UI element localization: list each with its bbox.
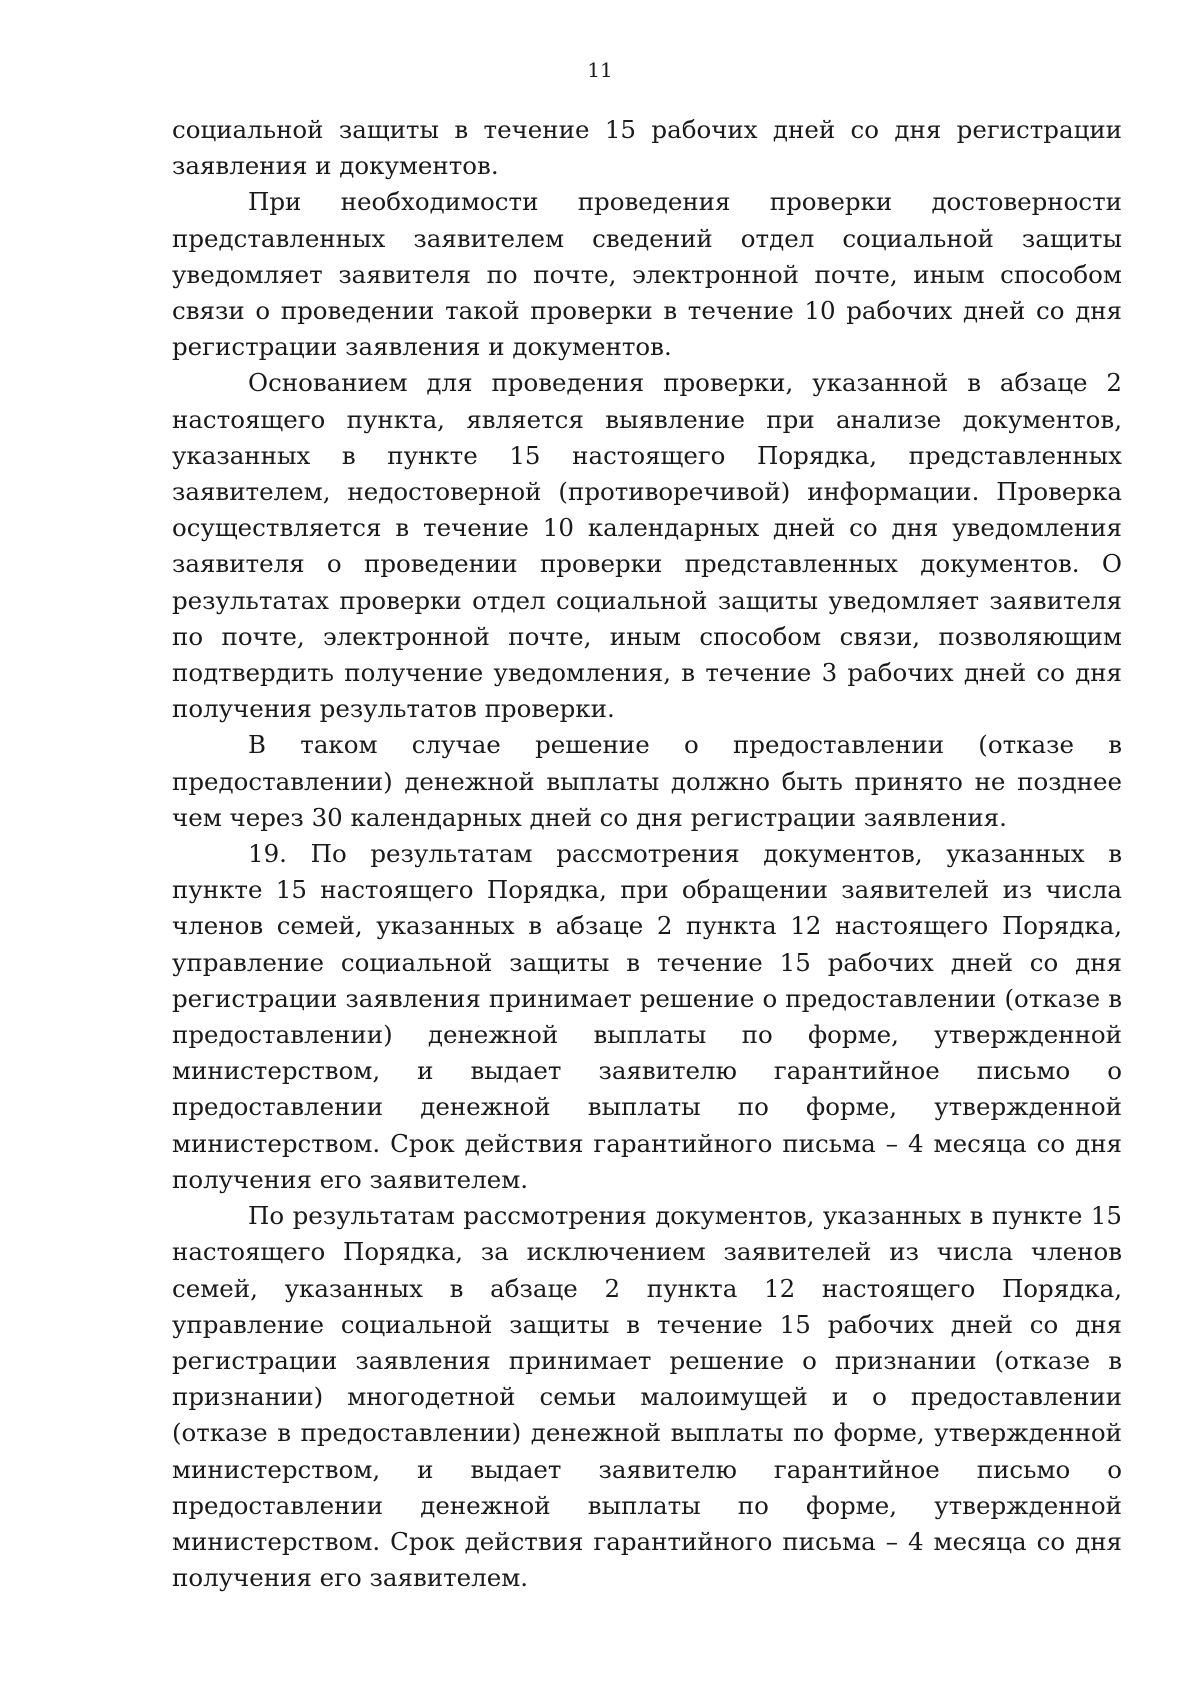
paragraph-continuation: социальной защиты в течение 15 рабочих дней со дня регистрации заявления и документов. — [172, 115, 1122, 181]
page-number: 11 — [587, 58, 613, 82]
paragraph-verification-grounds: Основанием для проведения проверки, указанной в абзаце 2 настоящего пункта, является выявление при анализе документов, указанных в пункте 15 настоящего Порядка, представленных заявителем, недостоверной (противоречивой) информации. Проверка осуществляется в течение 10 календарных дней со дня уведомления заявителя о проведении проверки представленных документов. О результатах проверки отдел социальной защиты уведомляет заявителя по почте, электронной почте, иным способом связи, позволяющим подтвердить получение уведомления, в течение 3 рабочих дней со дня получения результатов проверки. — [172, 368, 1122, 724]
document-body — [172, 112, 1122, 1596]
paragraph-item-19: 19. По результатам рассмотрения документов, указанных в пункте 15 настоящего Порядка, при обращении заявителей из числа членов семей, указанных в абзаце 2 пункта 12 настоящего Порядка, управление социальной защиты в течение 15 рабочих дней со дня регистрации заявления принимает решение о предоставлении (отказе в предоставлении) денежной выплаты по форме, утвержденной министерством, и выдает заявителю гарантийное письмо о предоставлении денежной выплаты по форме, утвержденной министерством. Срок действия гарантийного письма – 4 месяца со дня получения его заявителем. — [172, 839, 1122, 1194]
paragraph-item-19-other-applicants: По результатам рассмотрения документов, указанных в пункте 15 настоящего Порядка, за исключением заявителей из числа членов семей, указанных в абзаце 2 пункта 12 настоящего Порядка, управление социальной защиты в течение 15 рабочих дней со дня регистрации заявления принимает решение о признании (отказе в признании) многодетной семьи малоимущей и о предоставлении (отказе в предоставлении) денежной выплаты по форме, утвержденной министерством, и выдает заявителю гарантийное письмо о предоставлении денежной выплаты по форме, утвержденной министерством. Срок действия гарантийного письма – 4 месяца со дня получения его заявителем. — [172, 1201, 1122, 1593]
paragraph-decision-deadline: В таком случае решение о предоставлении (отказе в предоставлении) денежной выплаты должно быть принято не позднее чем через 30 календарных дней со дня регистрации заявления. — [172, 730, 1122, 832]
paragraph-verification-notice: При необходимости проведения проверки достоверности представленных заявителем сведений отдел социальной защиты уведомляет заявителя по почте, электронной почте, иным способом связи о проведении такой проверки в течение 10 рабочих дней со дня регистрации заявления и документов. — [172, 187, 1122, 362]
